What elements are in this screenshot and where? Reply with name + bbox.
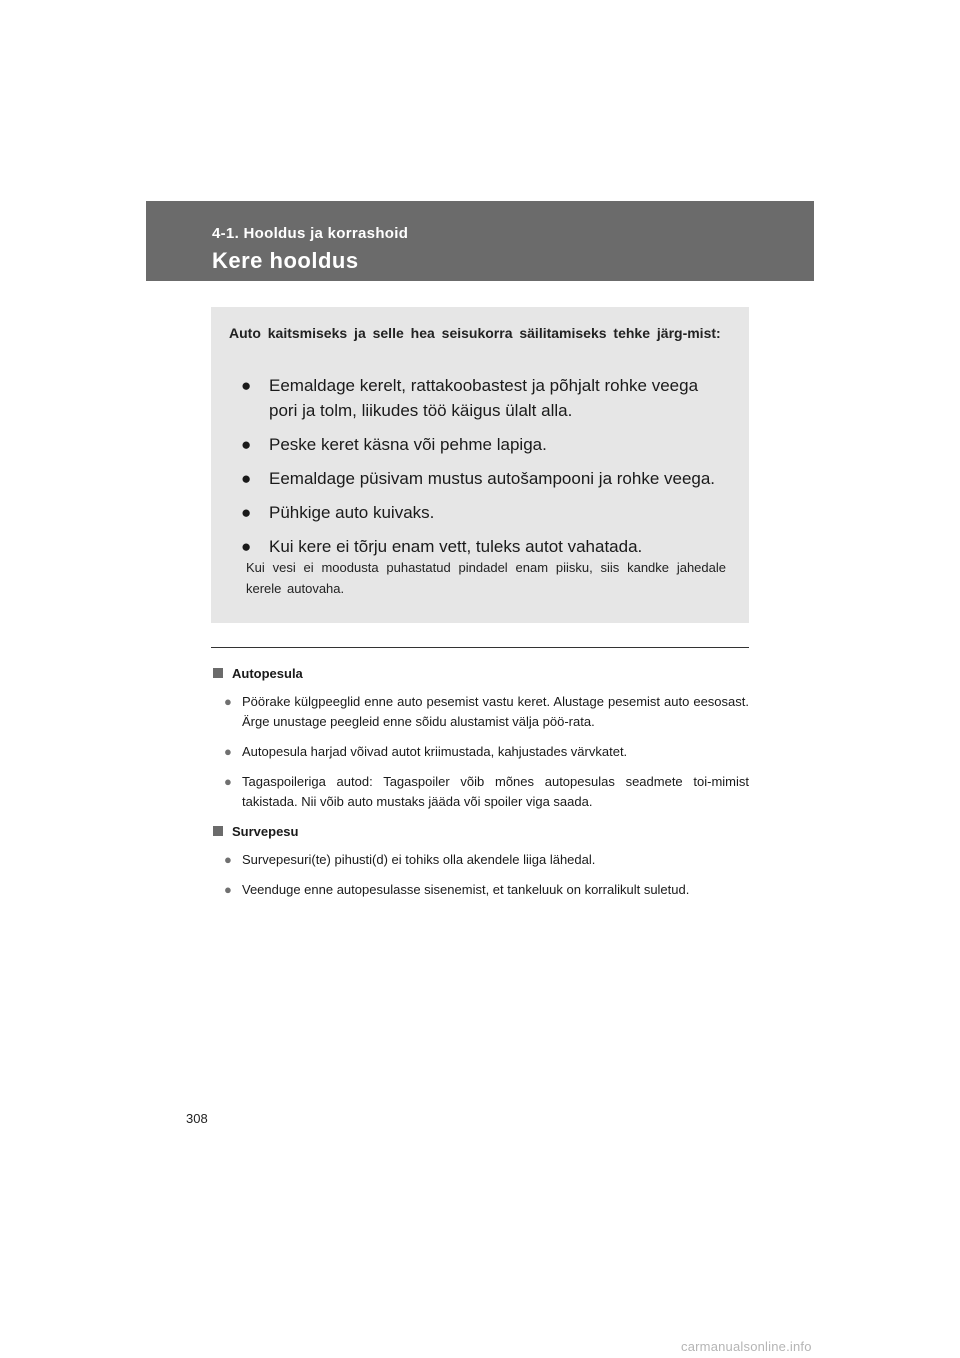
list-item-text: Autopesula harjad võivad autot kriimustada, kahjustades värvkatet. [242,744,628,759]
square-bullet-icon [213,826,223,836]
list-item [213,850,749,870]
intro-list [241,373,731,568]
bullet-icon: ● [224,774,232,789]
list-item-text: Pühkige auto kuivaks. [269,503,435,522]
list-item-text: Peske keret käsna või pehme lapiga. [269,435,547,454]
bullet-icon: ● [224,694,232,709]
square-bullet-icon [213,668,223,678]
list-item-text: Pöörake külgpeeglid enne auto pesemist vastu keret. Alustage pesemist auto eesosast. Ärge unustage peegleid enne sõidu alustamist välja pöö-rata. [242,694,749,729]
intro-box [211,307,749,623]
list-item [241,373,731,423]
bullet-icon: ● [224,852,232,867]
list-item-text: Kui kere ei tõrju enam vett, tuleks autot vahatada. [269,537,643,556]
section-heading-text: Autopesula [232,666,303,681]
list-item [241,432,731,457]
bullet-icon: ● [241,376,252,395]
bullet-icon: ● [241,435,252,454]
section-heading-survepesu [213,822,749,841]
section-heading-text: Survepesu [232,824,299,839]
list-item-text: Eemaldage püsivam mustus autošampooni ja rohke veega. [269,469,716,488]
list-item [241,534,731,559]
page-number: 308 [186,1111,208,1126]
list-item [213,880,749,900]
divider [211,647,749,648]
bullet-icon: ● [241,469,252,488]
page-title: Kere hooldus [212,248,359,273]
autopesula-list [213,692,749,812]
bullet-icon: ● [241,503,252,522]
list-item-text: Veenduge enne autopesulasse sisenemist, et tankeluuk on korralikult suletud. [242,882,690,897]
survepesu-list [213,850,749,900]
header-band [146,201,814,281]
bullet-icon: ● [224,744,232,759]
notes-section [213,664,749,910]
watermark: carmanualsonline.info [681,1339,812,1354]
section-label: 4-1. Hooldus ja korrashoid [212,225,409,242]
list-item-text: Survepesuri(te) pihusti(d) ei tohiks olla akendele liiga lähedal. [242,852,596,867]
list-item [213,742,749,762]
bullet-icon: ● [241,537,252,556]
list-item [241,500,731,525]
bullet-icon: ● [224,882,232,897]
list-item [241,466,731,491]
wax-note: Kui vesi ei moodusta puhastatud pindadel enam piisku, siis kandke jahedale kerele autovaha. [246,560,726,596]
list-item-text: Tagaspoileriga autod: Tagaspoiler võib mõnes autopesulas seadmete toi-mimist takistada. Nii võib auto mustaks jääda või spoiler viga saada. [242,774,749,809]
list-item [213,692,749,732]
list-item [213,772,749,812]
intro-text: Auto kaitsmiseks ja selle hea seisukorra säilitamiseks tehke järg-mist: [229,325,721,341]
list-item-text: Eemaldage kerelt, rattakoobastest ja põhjalt rohke veega pori ja tolm, liikudes töö käigus ülalt alla. [269,376,699,420]
section-heading-autopesula [213,664,749,683]
